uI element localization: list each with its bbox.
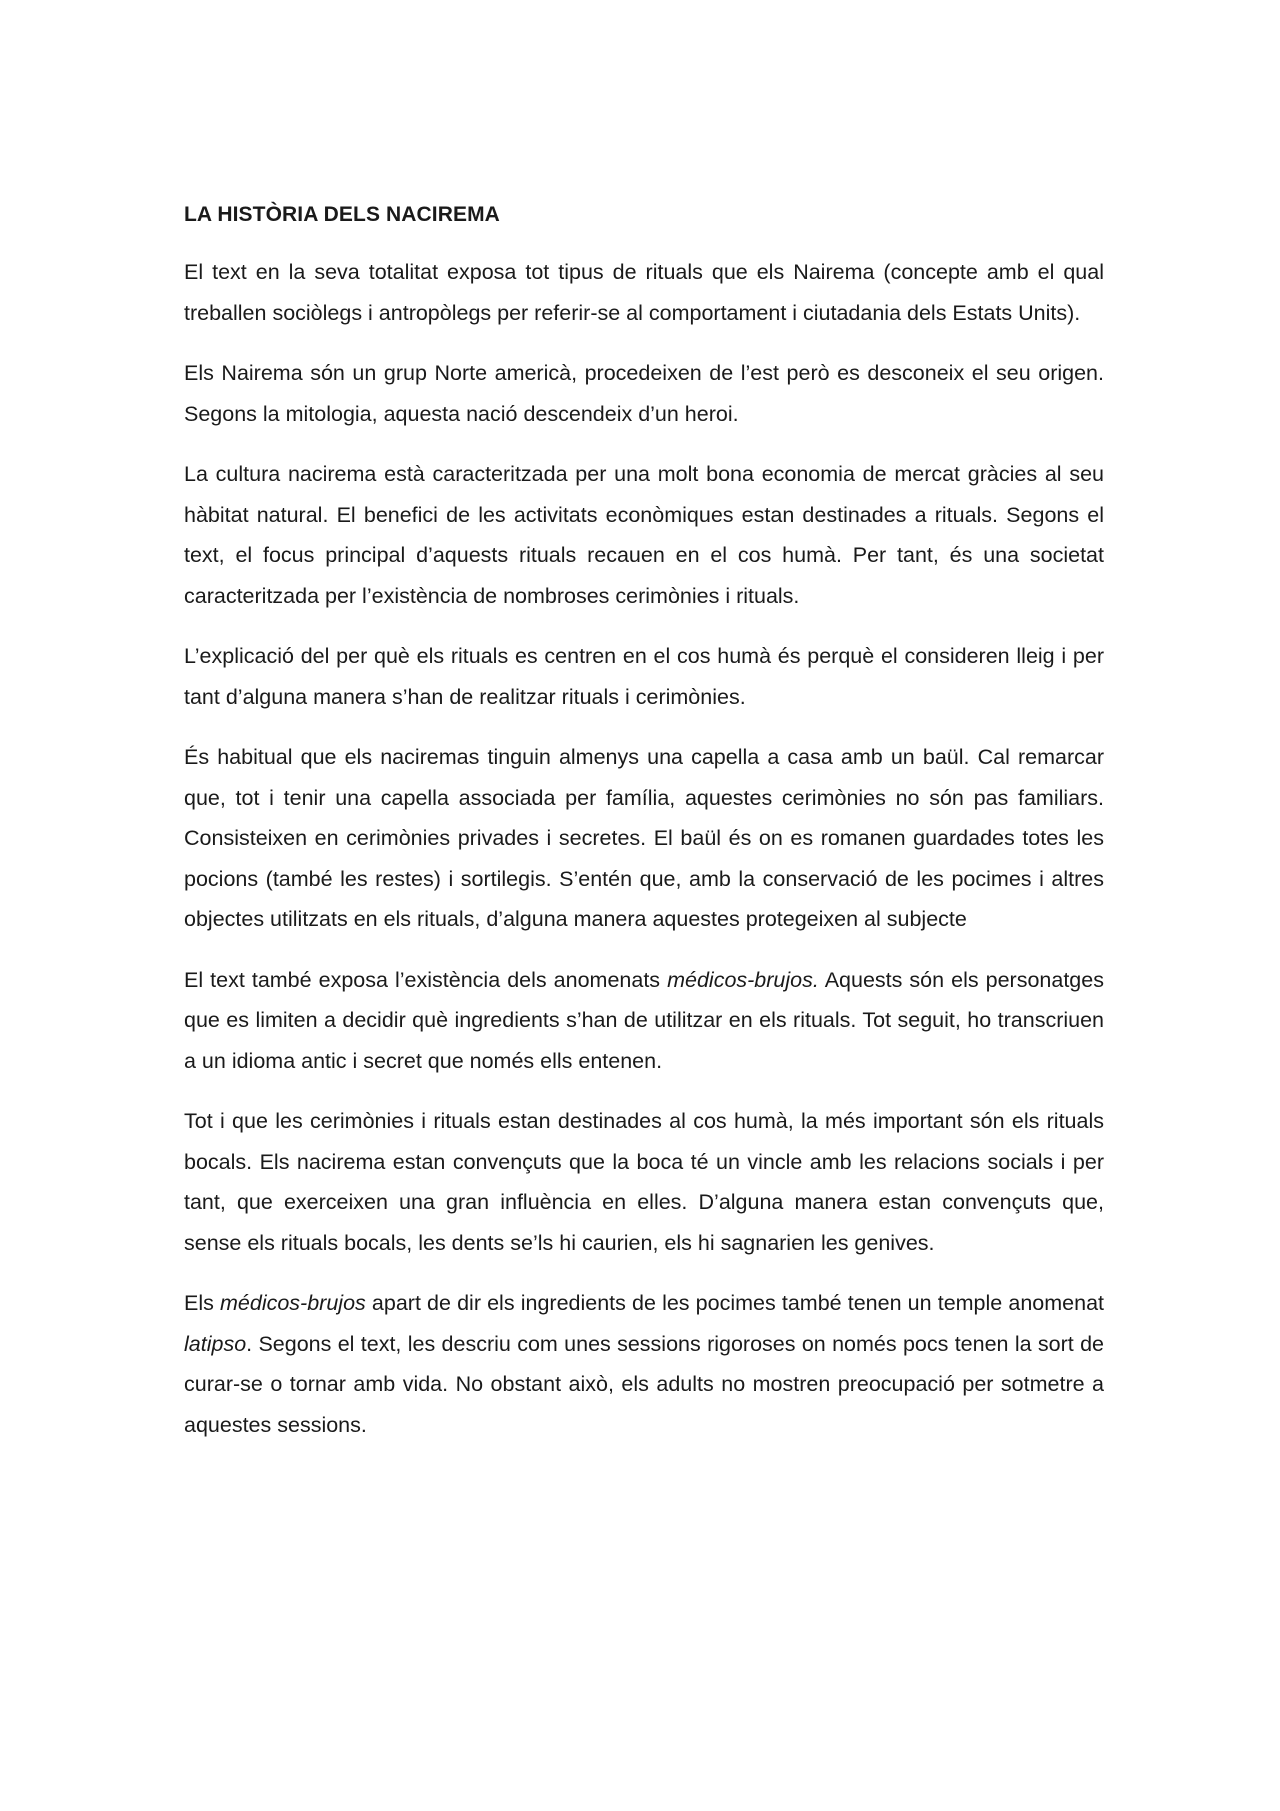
paragraph-3: La cultura nacirema està caracteritzada per una molt bona economia de mercat gràcies al seu hàbitat natural. El benefici de les activitats econòmiques estan destinades a rituals. Segons el text, el focus principal d’aquests rituals recauen en el cos humà. Per tant, és una societat caracteritzada per l’existència de nombroses cerimònies i rituals. (184, 462, 1104, 608)
paragraph-5: És habitual que els naciremas tinguin almenys una capella a casa amb un baül. Cal remarcar que, tot i tenir una capella associada per família, aquestes cerimònies no són pas familiars. Consisteixen en cerimònies privades i secretes. El baül és on es romanen guardades totes les pocions (també les restes) i sortilegis. S’entén que, amb la conservació de les pocimes i altres objectes utilitzats en els rituals, d’alguna manera aquestes protegeixen al subjecte (184, 745, 1104, 931)
paragraph-6-text-b: Aquests són els personatges que es limiten a decidir què ingredients s’han de utilitzar en els rituals. Tot seguit, ho transcriuen a un idioma antic i secret que només ells entenen. (184, 967, 1104, 1073)
paragraph-6 (184, 960, 1104, 1082)
paragraph-7: Tot i que les cerimònies i rituals estan destinades al cos humà, la més important són els rituals bocals. Els nacirema estan convençuts que la boca té un vincle amb les relacions socials i per tant, que exerceixen una gran influència en elles. D’alguna manera estan convençuts que, sense els rituals bocals, les dents se’ls hi caurien, els hi sagnarien les genives. (184, 1109, 1104, 1255)
paragraph-6-text-a: El text també exposa l’existència dels anomenats (184, 967, 668, 992)
paragraph-8-text-c: . Segons el text, les descriu com unes sessions rigoroses on només pocs tenen la sort de curar-se o tornar amb vida. No obstant això, els adults no mostren preocupació per sotmetre a aquestes sessions. (184, 1331, 1104, 1437)
paragraph-6-italic-term: médicos-brujos. (667, 967, 819, 992)
document-title: LA HISTÒRIA DELS NACIREMA (184, 203, 500, 226)
document-page (184, 200, 1104, 1465)
paragraph-8-text-b: apart de dir els ingredients de les pocimes també tenen un temple anomenat (365, 1291, 1105, 1315)
paragraph-2: Els Nairema són un grup Norte americà, procedeixen de l’est però es desconeix el seu origen. Segons la mitologia, aquesta nació descendeix d’un heroi. (184, 361, 1104, 426)
paragraph-8-italic-term-2: latipso (184, 1331, 247, 1356)
paragraph-8-italic-term-1: médicos-brujos (220, 1291, 366, 1315)
paragraph-8 (184, 1283, 1104, 1445)
paragraph-4: L’explicació del per què els rituals es centren en el cos humà és perquè el consideren lleig i per tant d’alguna manera s’han de realitzar rituals i cerimònies. (184, 644, 1104, 709)
paragraph-1: El text en la seva totalitat exposa tot tipus de rituals que els Nairema (concepte amb el qual treballen sociòlegs i antropòlegs per referir-se al comportament i ciutadania dels Estats Units). (184, 260, 1104, 325)
paragraph-8-text-a: Els (184, 1291, 220, 1315)
